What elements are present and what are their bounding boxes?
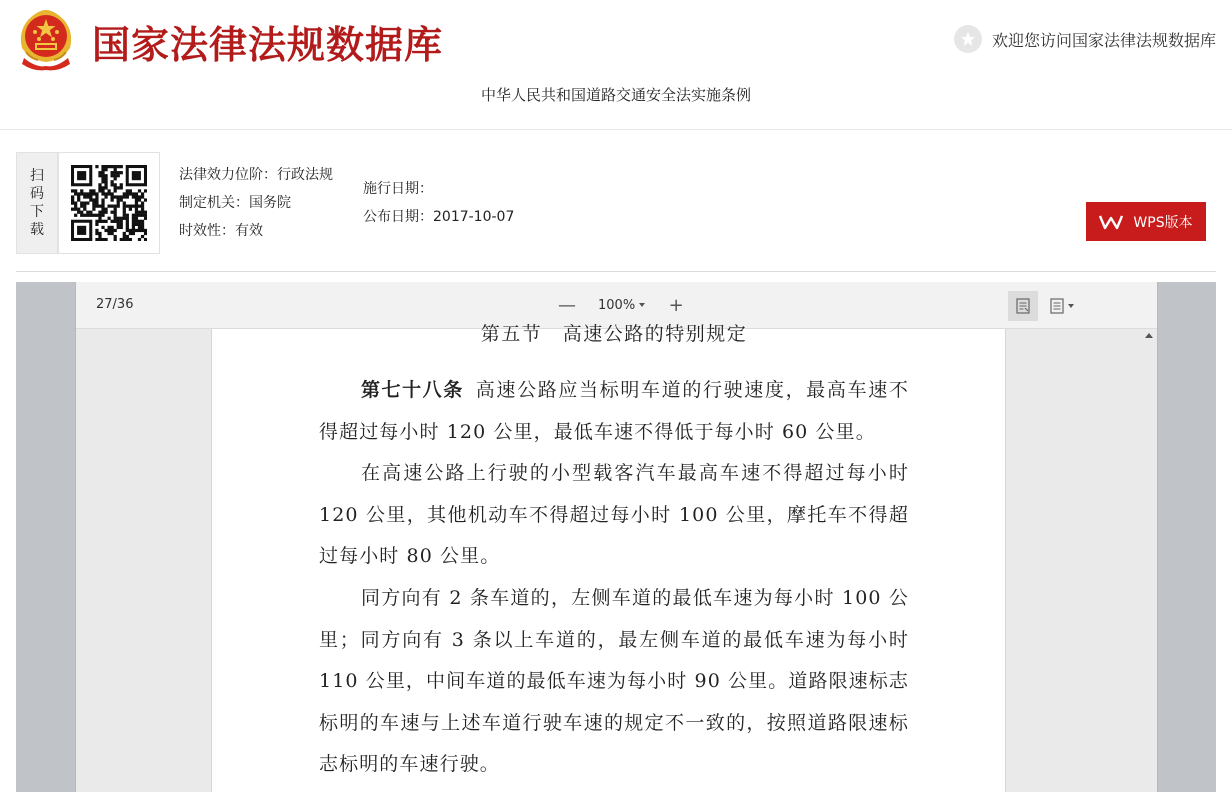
validity-status: 时效性：有效	[179, 223, 263, 239]
page-layout-icon[interactable]	[1046, 291, 1078, 321]
scan-char: 码	[30, 186, 44, 202]
article-paragraph: 在高速公路上行驶的小型载客汽车最高车速不得超过每小时 120 公里，其他机动车不得超过每小时 100 公里，摩托车不得超过每小时 80 公里。	[319, 462, 909, 568]
welcome-area	[954, 24, 1216, 54]
read-mode-icon[interactable]	[1008, 291, 1038, 321]
chevron-down-icon	[639, 303, 645, 307]
site-header	[0, 0, 1232, 130]
document-page	[211, 323, 1006, 792]
zoom-in-button[interactable]: +	[668, 294, 684, 316]
welcome-text: 欢迎您访问国家法律法规数据库	[991, 30, 1216, 50]
document-info-bar	[16, 152, 1216, 254]
site-title[interactable]: 国家法律法规数据库	[92, 23, 444, 67]
article-number: 第七十八条	[361, 379, 464, 401]
zoom-out-button[interactable]: —	[558, 294, 576, 316]
zoom-select[interactable]	[598, 298, 645, 313]
publish-date: 公布日期：2017-10-07	[363, 209, 515, 225]
star-icon[interactable]	[954, 25, 982, 53]
chevron-down-icon	[1068, 304, 1074, 308]
scan-char: 下	[30, 204, 44, 220]
viewer-toolbar	[76, 282, 1157, 329]
wps-version-label: WPS版本	[1133, 214, 1193, 231]
scan-char: 扫	[30, 168, 44, 184]
document-viewer	[16, 282, 1216, 792]
document-meta-left	[179, 161, 333, 245]
effective-date: 施行日期：	[363, 181, 433, 197]
document-meta-right	[363, 175, 514, 231]
viewer-frame	[75, 282, 1158, 792]
document-title: 中华人民共和国道路交通安全法实施条例	[480, 86, 751, 104]
scan-char: 载	[30, 222, 44, 238]
scan-download-label	[16, 152, 58, 254]
wps-version-button[interactable]	[1086, 202, 1206, 241]
article-paragraph: 同方向有 2 条车道的，左侧车道的最低车速为每小时 100 公里；同方向有 3 条以上车道的，最左侧车道的最低车速为每小时 110 公里，中间车道的最低车速为每小时 90 公里。道路限速标志标明的车速与上述车道行驶车速的规定不一致的，按照道路限速标志标明的车速行驶。	[319, 586, 909, 776]
zoom-controls	[556, 294, 687, 316]
page-counter: 27/36	[96, 297, 134, 312]
paragraph-text: 高速公路应当标明车道的行驶速度，最高车速不得超过每小时 120 公里，最低车速不得低于每小时 60 公里。	[319, 379, 909, 443]
zoom-value: 100%	[598, 297, 636, 313]
qr-code-icon	[58, 152, 160, 254]
page-content	[319, 323, 909, 786]
national-emblem-icon	[16, 8, 76, 72]
scroll-up-arrow[interactable]	[1145, 333, 1153, 338]
law-level: 法律效力位阶：行政法规	[179, 167, 333, 183]
article-paragraph	[319, 370, 909, 453]
section-heading: 第五节 高速公路的特别规定	[480, 323, 748, 345]
divider	[16, 271, 1216, 272]
issuing-authority: 制定机关：国务院	[179, 195, 291, 211]
wps-logo-icon	[1099, 214, 1123, 230]
